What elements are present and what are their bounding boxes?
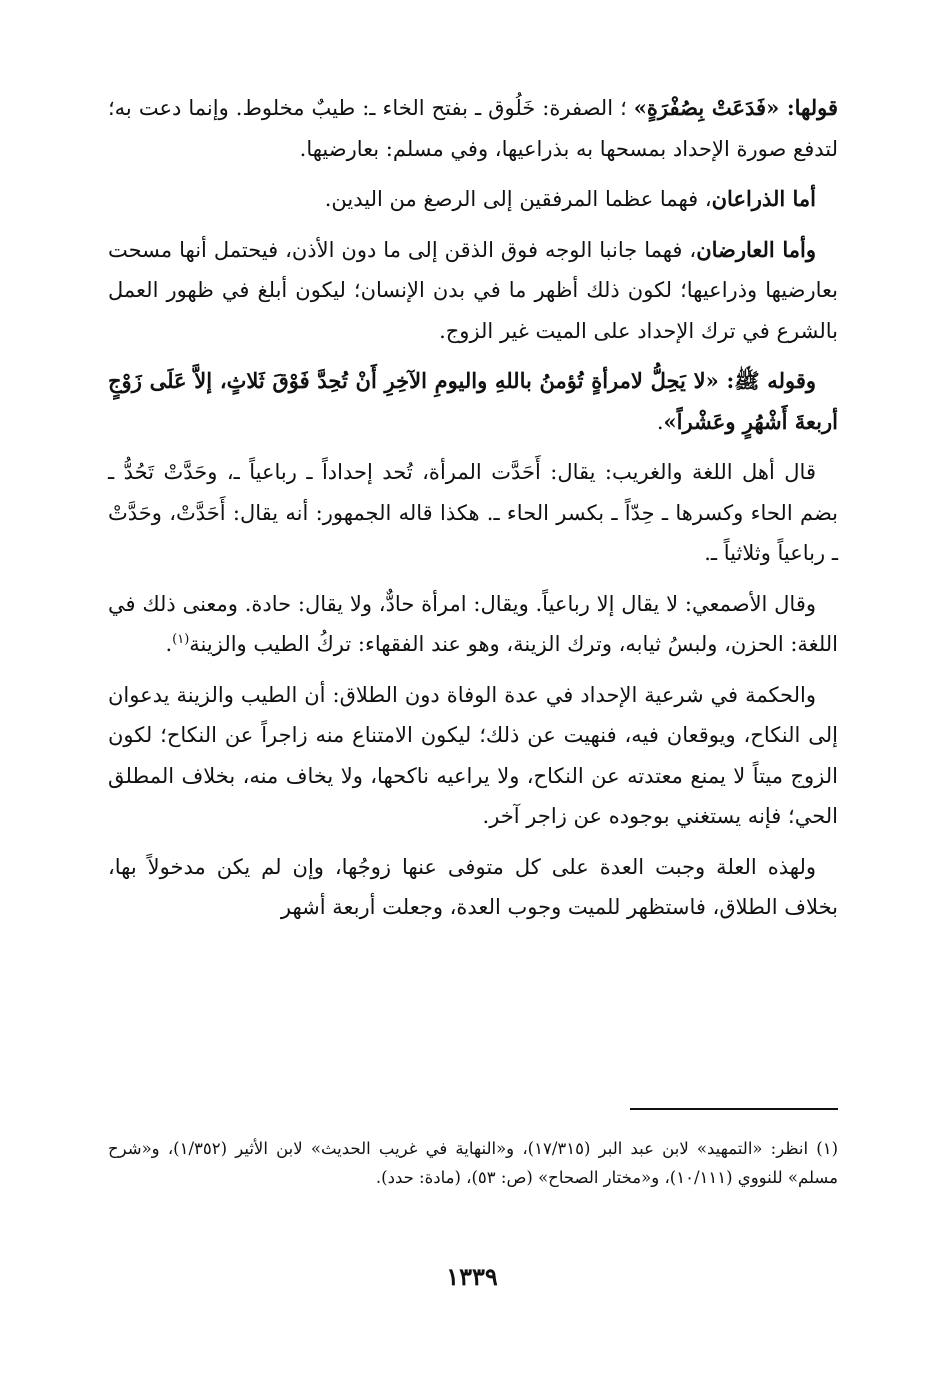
paragraph-8-text: ولهذه العلة وجبت العدة على كل متوفى عنها زوجُها، وإن لم يكن مدخولاً بها، بخلاف الطلاق، فاستظهر للميت وجوب العدة، وجعلت أربعة أشهر	[108, 854, 838, 919]
footnote: (١) انظر: «التمهيد» لابن عبد البر (١٧/٣١٥)، و«النهاية في غريب الحديث» لابن الأثير (١/٣٥٢)، و«شرح مسلم» للنووي (١٠/١١١)، و«مختار الصحاح» (ص: ٥٣)، (مادة: حدد).	[108, 1139, 839, 1187]
main-text	[108, 88, 838, 928]
footnote-separator	[630, 1108, 838, 1110]
paragraph-3	[108, 230, 838, 352]
paragraph-4-text: .	[656, 409, 664, 434]
paragraph-4	[108, 361, 838, 442]
page-number: ١٣٣٩	[446, 1262, 498, 1291]
paragraph-2-lead: أما الذراعان	[711, 186, 816, 211]
paragraph-6	[108, 584, 838, 665]
paragraph-6-tail: .	[165, 632, 173, 656]
paragraph-1	[108, 88, 838, 169]
paragraph-5	[108, 452, 838, 574]
paragraph-7-text: والحكمة في شرعية الإحداد في عدة الوفاة دون الطلاق: أن الطيب والزينة يدعوان إلى النكاح، ويوقعان فيه، فنهيت عن ذلك؛ ليكون الامتناع منه زاجراً عن النكاح؛ لكون الزوج ميتاً لا يمنع معتدته عن النكاح، ولا يراعيه ناكحها، ولا يخاف منه، بخلاف المطلق الحي؛ فإنه يستغني بوجوده عن زاجر آخر.	[108, 682, 838, 828]
paragraph-8	[108, 847, 838, 928]
paragraph-2-text: ، فهما عظما المرفقين إلى الرصغ من اليدين.	[324, 187, 712, 211]
paragraph-3-text: ، فهما جانبا الوجه فوق الذقن إلى ما دون الأذن، فيحتمل أنها مسحت بعارضيها وذراعيها؛ لكون ذلك أظهر ما في بدن الإنسان؛ ليكون أبلغ في ظهور العمل بالشرع في ترك الإحداد على الميت غير الزوج.	[108, 237, 838, 343]
footnote-ref[interactable]: (١)	[172, 632, 190, 647]
paragraph-1-lead: قولها: «فَدَعَتْ بِصُفْرَةٍ»	[633, 95, 838, 120]
paragraph-7	[108, 675, 838, 837]
paragraph-1-text: ؛ الصفرة: خَلُوق ـ بفتح الخاء ـ: طيبٌ مخلوط. وإنما دعت به؛ لتدفع صورة الإحداد بمسحها به بذراعيها، وفي مسلم: بعارضيها.	[108, 96, 838, 161]
paragraph-2	[108, 179, 838, 220]
paragraph-5-text: قال أهل اللغة والغريب: يقال: أَحَدَّت المرأة، تُحد إحداداً ـ رباعياً ـ، وحَدَّتْ تَحُدُّ ـ بضم الحاء وكسرها ـ حِدّاً ـ بكسر الحاء ـ. هكذا قاله الجمهور: أنه يقال: أَحَدَّتْ، وحَدَّتْ ـ رباعياً وثلاثياً ـ.	[108, 460, 838, 565]
paragraph-6-text: وقال الأصمعي: لا يقال إلا رباعياً. ويقال: امرأة حادٌّ، ولا يقال: حادة. ومعنى ذلك في اللغة: الحزن، ولبسُ ثيابه، وترك الزينة، وهو عند الفقهاء: تركُ الطيب والزينة	[108, 591, 838, 656]
paragraph-3-lead: وأما العارضان	[696, 236, 816, 262]
paragraph-4-lead: وقوله ﷺ: «لا يَحِلُّ لامرأةٍ تُؤمنُ باللهِ واليومِ الآخِرِ أَنْ تُحِدَّ فَوْقَ ثَلاثٍ، إلاَّ عَلَى زَوْجٍ أربعةَ أَشْهُرٍ وعَشْراً»	[108, 368, 838, 434]
